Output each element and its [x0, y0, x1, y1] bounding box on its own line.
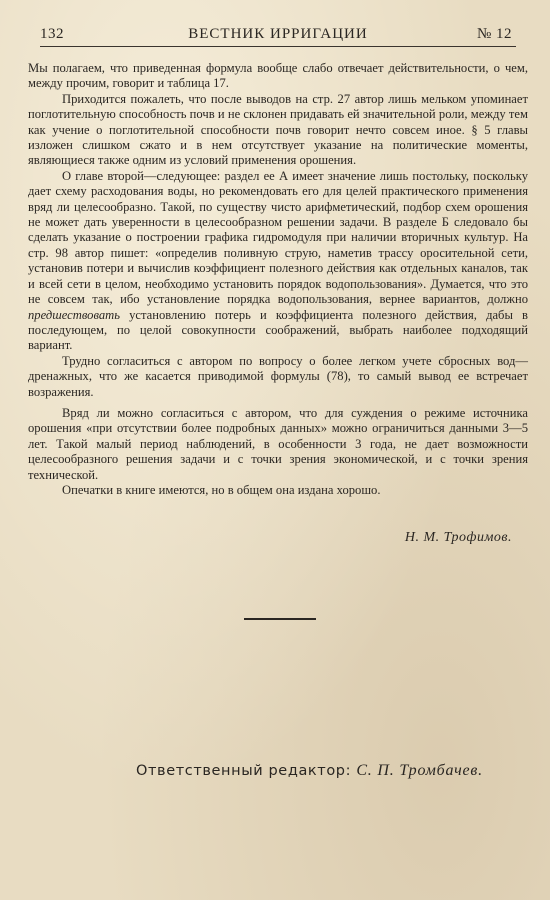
editor-label: Ответственный редактор: — [136, 763, 352, 779]
paragraph — [28, 169, 528, 354]
paragraph — [28, 483, 528, 498]
paragraph-text: Трудно согласиться с автором по вопросу о более легком учете сбросных вод—дренажных, что же касается приводимой формулы (78), то самый вывод ее встречает возражения. — [28, 353, 528, 399]
editor-credit — [136, 762, 483, 780]
paragraph-text: Вряд ли можно согласиться с автором, что для суждения о режиме источника орошения «при отсутствии более подробных данных» можно ограничиться данными 3—5 лет. Такой малый период наблюдений, в особенности 3 года, не дает возможности целесообразного решения задачи и с точки зрения экономической, и с точки зрения технической. — [28, 405, 528, 482]
journal-title: ВЕСТНИК ИРРИГАЦИИ — [188, 26, 368, 42]
issue-number: № 12 — [476, 26, 512, 42]
paragraph-text: установлению потерь и коэффициента полезного действия, дабы в последующем, по целой совокупности соображений, выбрать наиболее подходящий вариант. — [28, 307, 528, 353]
paragraph — [28, 92, 528, 169]
paragraph-text: Мы полагаем, что приведенная формула вообще слабо отвечает действительности, о чем, между прочим, говорит и таблица 17. — [28, 61, 528, 91]
author-signature: Н. М. Трофимов. — [404, 530, 512, 545]
editor-name: С. П. Тромбачев. — [356, 762, 483, 779]
article-body — [28, 61, 528, 498]
paragraph — [28, 354, 528, 400]
section-divider — [244, 618, 316, 620]
paragraph-text: О главе второй—следующее: раздел ее А имеет значение лишь постольку, поскольку дает схему расходования воды, но рекомендовать его для целей практического применения вряд ли целесообразно. Такой, по существу чисто арифметический, подбор схем орошения не может дать уверенности в целесообразном решении задачи. В разделе Б следовало бы сделать указание о построении графика гидромодуля при наличии вторичных культур. На стр. 98 автор пишет: «определив поливную струю, наметив трассу оросительной сети, установив потери и вычислив коэффициент полезного действия как отдельных каналов, так и всей сети в целом, необходимо установить порядок водопользования». Думается, что это не совсем так, ибо установление порядка водопользования, вернее вариантов, должно — [28, 168, 528, 307]
paragraph — [28, 406, 528, 483]
paragraph-text: Опечатки в книге имеются, но в общем она издана хорошо. — [62, 482, 381, 497]
page-number: 132 — [40, 26, 64, 42]
paragraph-text: Приходится пожалеть, что после выводов на стр. 27 автор лишь мельком упоминает поглотительную способность почв и не склонен придавать ей значительной роли, между тем как учение о поглотительной способности почв говорит нечто совсем иное. § 5 главы изложен слишком сжато и в нем отсутствует указание на политические моменты, являющиеся также одним из условий применения орошения. — [28, 91, 528, 168]
paragraph — [28, 61, 528, 92]
running-header — [40, 24, 516, 47]
emphasized-text: предшествовать — [28, 307, 120, 322]
